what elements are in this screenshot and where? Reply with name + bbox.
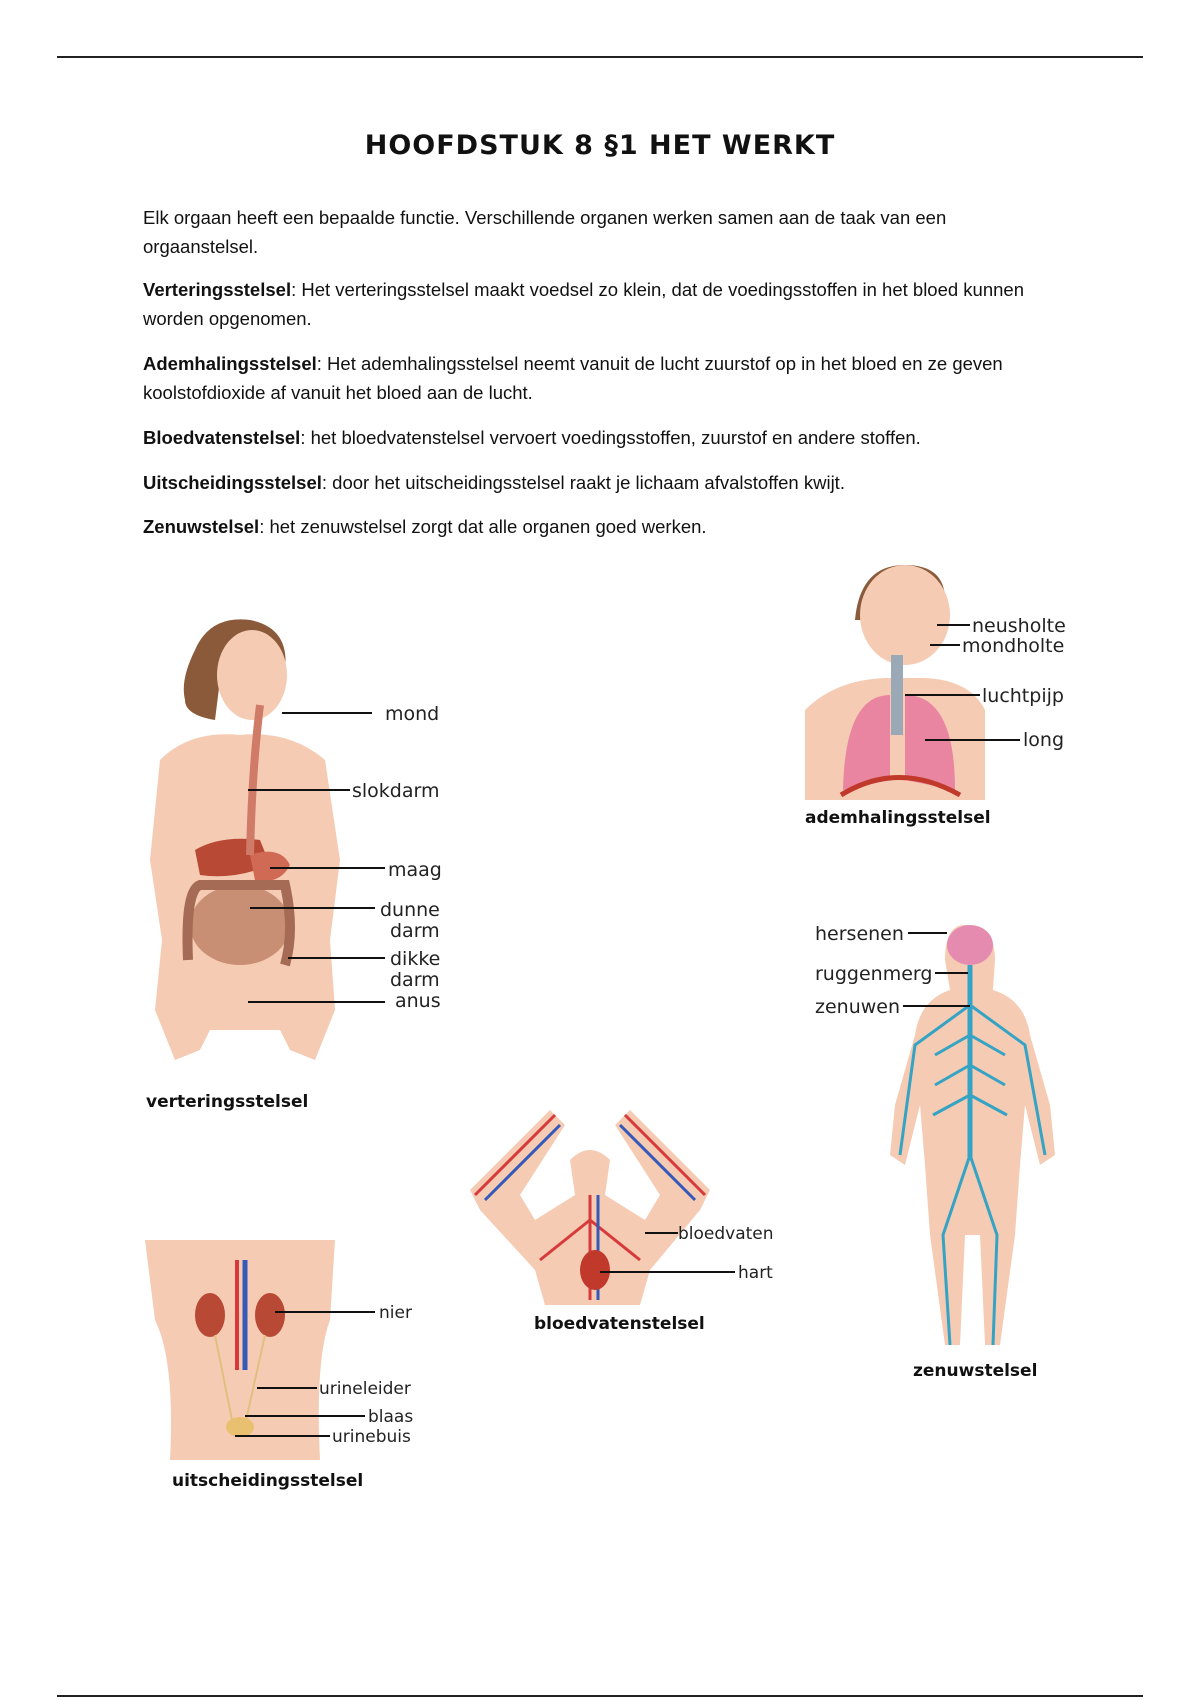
label-anus: anus [395,990,441,1012]
head-shape [860,565,950,665]
label-urineleider: urineleider [319,1379,411,1399]
label-dikke-darm: darm [390,969,440,991]
trachea-shape [891,655,903,735]
label-mond: mond [385,703,440,725]
system-text: : Het verteringsstelsel maakt voedsel zo klein, dat de voedingsstoffen in het bloed kunnen worden opgenomen. [143,279,1025,329]
heart-shape [580,1250,610,1290]
label-hersenen: hersenen [815,923,904,945]
system-bloedvatenstelsel [143,423,1063,452]
system-term: Verteringsstelsel [143,279,292,300]
bladder-shape [226,1417,254,1437]
figure-excretory-system [145,1240,435,1500]
figure-caption: uitscheidingsstelsel [172,1471,364,1491]
system-text: : Het ademhalingsstelsel neemt vanuit de lucht zuurstof op in het bloed en ze geven koolstofdioxide af vanuit het bloed aan de lucht. [143,353,1003,403]
system-ademhalingsstelsel [143,349,1063,407]
bottom-rule [57,1695,1143,1697]
figure-nervous-system [815,905,1075,1385]
system-uitscheidingsstelsel [143,468,1063,497]
figure-caption: bloedvatenstelsel [534,1314,705,1334]
system-text: : het zenuwstelsel zorgt dat alle organen goed werken. [259,516,707,537]
figure-caption: ademhalingsstelsel [805,808,991,828]
right-kidney-shape [255,1293,285,1337]
label-dunne-darm: darm [390,920,440,942]
system-text: : door het uitscheidingsstelsel raakt je lichaam afvalstoffen kwijt. [321,472,845,493]
intro-paragraph: Elk orgaan heeft een bepaalde functie. Verschillende organen werken samen aan de taak van een orgaanstelsel. [143,207,947,257]
figure-caption: verteringsstelsel [146,1092,309,1112]
label-nier: nier [379,1303,412,1323]
label-neusholte: neusholte [972,615,1066,637]
label-ruggenmerg: ruggenmerg [815,963,933,985]
label-mondholte: mondholte [962,635,1065,657]
label-long: long [1023,729,1065,751]
system-verteringsstelsel [143,275,1063,333]
left-kidney-shape [195,1293,225,1337]
label-bloedvaten: bloedvaten [678,1224,774,1244]
label-urinebuis: urinebuis [332,1427,411,1447]
label-hart: hart [738,1263,773,1283]
brain-shape [947,925,993,965]
label-maag: maag [388,859,442,881]
system-term: Ademhalingsstelsel [143,353,317,374]
label-zenuwen: zenuwen [815,996,901,1018]
figure-respiratory-system [805,560,1075,835]
system-zenuwstelsel [143,512,1063,541]
intestine-shape [190,885,290,965]
label-dunne: dunne [380,899,440,921]
system-term: Bloedvatenstelsel [143,427,301,448]
system-term: Uitscheidingsstelsel [143,472,322,493]
label-slokdarm: slokdarm [352,780,440,802]
page-title: HOOFDSTUK 8 §1 HET WERKT [364,130,836,161]
label-dikke: dikke [390,948,441,970]
figure-caption: zenuwstelsel [913,1361,1038,1381]
system-term: Zenuwstelsel [143,516,260,537]
label-blaas: blaas [368,1407,414,1427]
top-rule [57,56,1143,58]
figure-circulatory-system [460,1100,780,1340]
figure-digestive-system [140,610,470,1120]
label-luchtpijp: luchtpijp [982,685,1064,707]
system-text: : het bloedvatenstelsel vervoert voedingsstoffen, zuurstof en andere stoffen. [300,427,921,448]
head-shape [217,630,287,720]
